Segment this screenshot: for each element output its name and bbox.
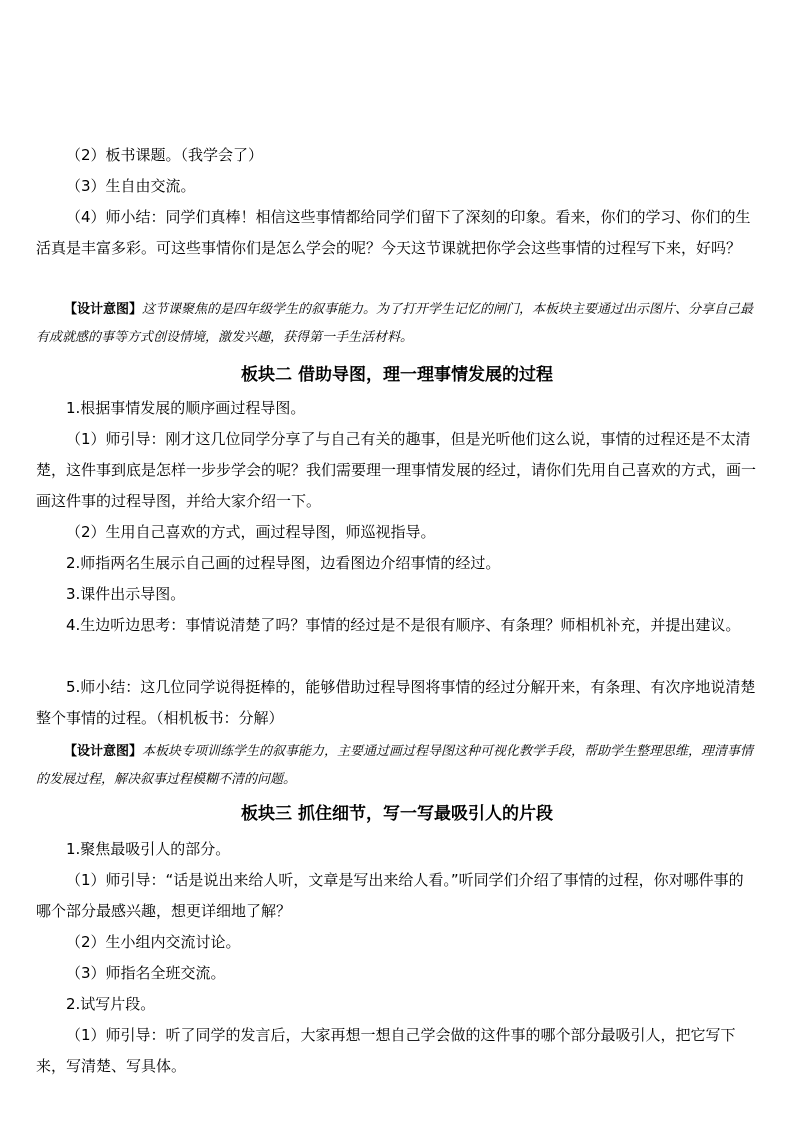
design-intent-tag: 【设计意图】 (64, 302, 143, 317)
design-intent-text: 这节课聚焦的是四年级学生的叙事能力。为了打开学生记忆的闸门，本板块主要通过出示图片、分享自己最有成就感的事等方式创设情境，激发兴趣，获得第一手生活材料。 (36, 302, 754, 345)
paragraph-focus-part: 1.聚焦最吸引人的部分。 (66, 840, 231, 858)
paragraph-step-1: 1.根据事情发展的顺序画过程导图。 (66, 399, 306, 417)
paragraph-free-exchange: （3）生自由交流。 (66, 177, 196, 195)
design-intent-text: 本板块专项训练学生的叙事能力，主要通过画过程导图这种可视化教学手段，帮助学生整理思维，理清事情的发展过程，解决叙事过程模糊不清的问题。 (36, 744, 754, 787)
design-intent-2 (36, 738, 758, 794)
paragraph-step-3: 3.课件出示导图。 (66, 585, 186, 603)
section-heading-3: 板块三 抓住细节，写一写最吸引人的片段 (241, 804, 553, 824)
paragraph-board-title: （2）板书课题。（我学会了） (66, 146, 264, 164)
paragraph-class-exchange: （3）师指名全班交流。 (66, 964, 226, 982)
section-heading-2: 板块二 借助导图，理一理事情发展的过程 (241, 365, 553, 385)
paragraph-group-discussion: （2）生小组内交流讨论。 (66, 933, 241, 951)
paragraph-teacher-guide-3: （1）师引导：听了同学的发言后，大家再想一想自己学会做的这件事的哪个部分最吸引人，把它写下来，写清楚、写具体。 (36, 1026, 736, 1075)
paragraph-draw-map: （2）生用自己喜欢的方式，画过程导图，师巡视指导。 (66, 523, 436, 541)
design-intent-tag: 【设计意图】 (64, 744, 143, 759)
paragraph-step-2: 2.师指两名生展示自己画的过程导图，边看图边介绍事情的经过。 (66, 554, 501, 572)
paragraph-teacher-guide-1: （1）师引导：刚才这几位同学分享了与自己有关的趣事，但是光听他们这么说，事情的过程还是不太清楚，这件事到底是怎样一步步学会的呢？我们需要理一理事情发展的经过，请你们先用自己喜欢的方式，画一画这件事的过程导图，并给大家介绍一下。 (36, 430, 757, 510)
design-intent-1 (36, 296, 758, 352)
paragraph-step-5: 5.师小结：这几位同学说得挺棒的，能够借助过程导图将事情的经过分解开来，有条理、有次序地说清楚整个事情的过程。（相机板书：分解） (36, 678, 756, 727)
paragraph-try-writing: 2.试写片段。 (66, 995, 156, 1013)
paragraph-teacher-summary-1: （4）师小结：同学们真棒！相信这些事情都给同学们留下了深刻的印象。看来，你们的学习、你们的生活真是丰富多彩。可这些事情你们是怎么学会的呢？今天这节课就把你学会这些事情的过程写下来，好吗？ (36, 208, 751, 257)
paragraph-step-4: 4.生边听边思考：事情说清楚了吗？事情的经过是不是很有顺序、有条理？师相机补充，并提出建议。 (66, 616, 741, 634)
paragraph-teacher-guide-2: （1）师引导：“话是说出来给人听，文章是写出来给人看。”听同学们介绍了事情的过程，你对哪件事的哪个部分最感兴趣，想更详细地了解？ (36, 871, 744, 920)
